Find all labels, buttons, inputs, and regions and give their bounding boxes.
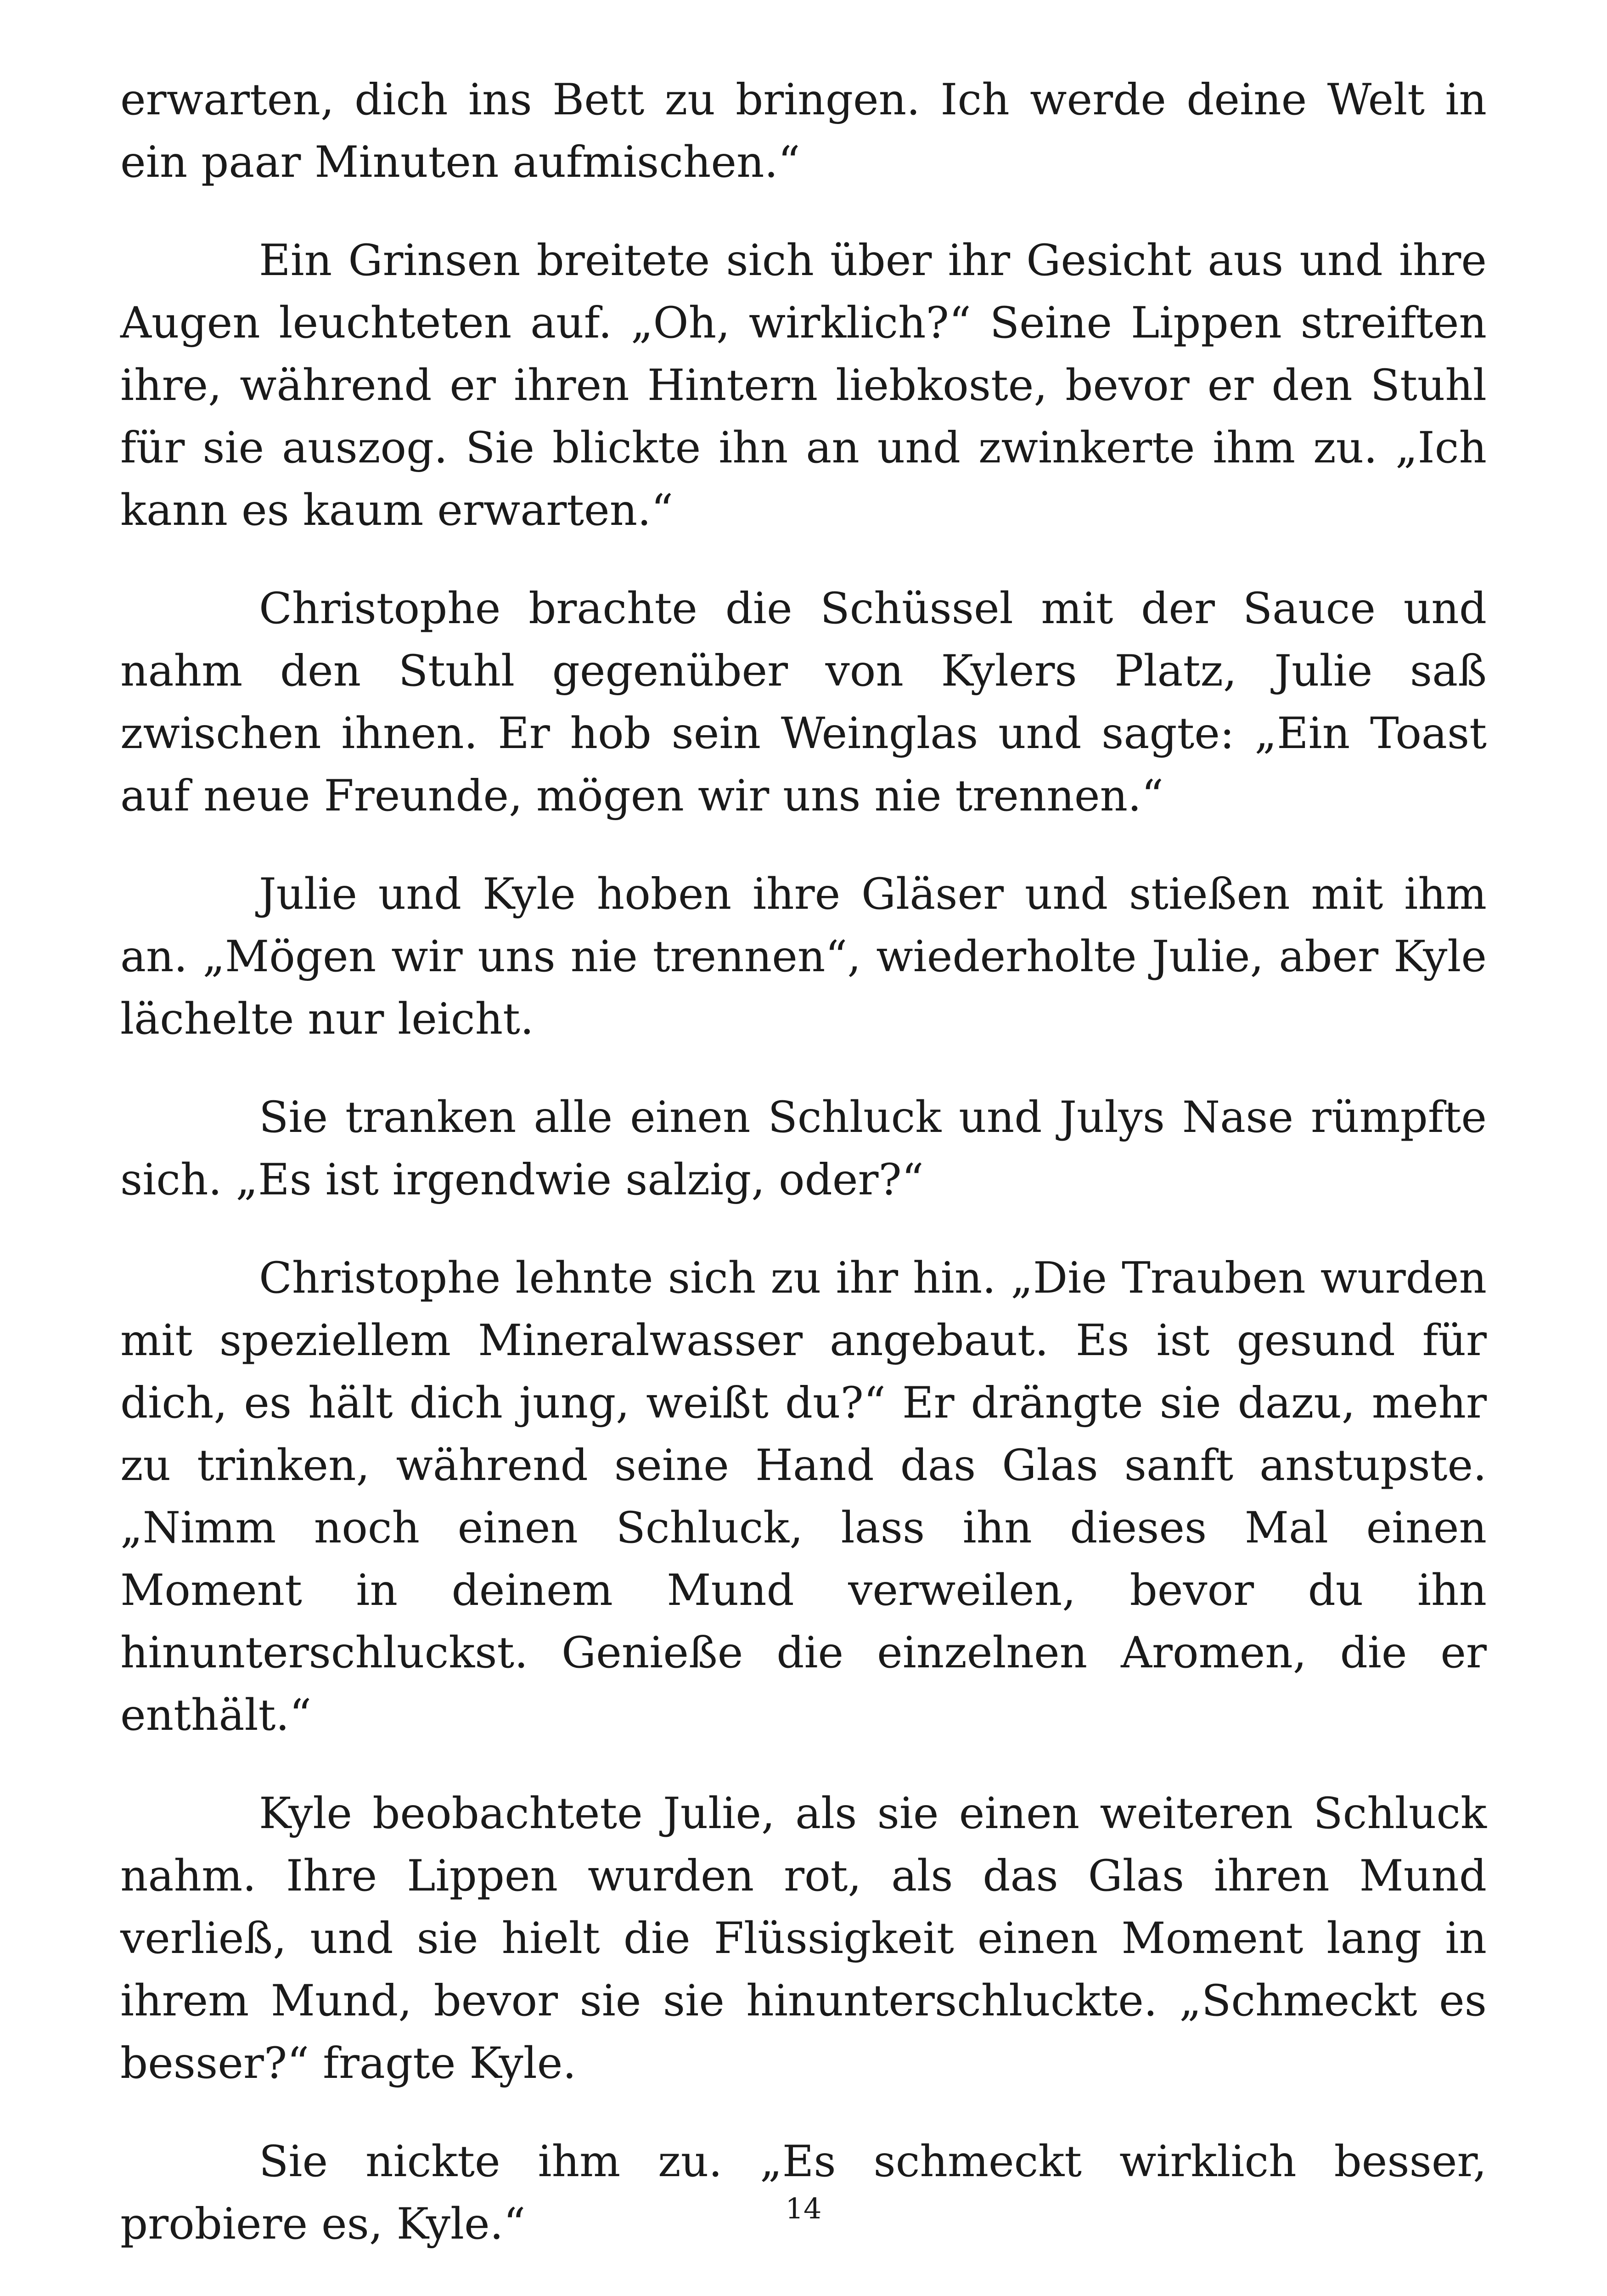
paragraph-3: Christophe brachte die Schüssel mit der Sauce und nahm den Stuhl gegenüber von Kylers Platz, Julie saß zwischen ihnen. Er hob sein Weinglas und sagte: „Ein Toast auf neue Freunde, mögen wir uns nie trennen.“ [120,584,1487,821]
paragraph-9 [120,2291,1487,2296]
paragraph-5: Sie tranken alle einen Schluck und Julys Nase rümpfte sich. „Es ist irgendwie salzig, oder?“ [120,1092,1487,1205]
paragraph-2: Ein Grinsen breitete sich über ihr Gesicht aus und ihre Augen leuchteten auf. „Oh, wirklich?“ Seine Lippen streiften ihre, während er ihren Hintern liebkoste, bevor er den Stuhl für sie auszog. Sie blickte ihn an und zwinkerte ihm zu. „Ich kann es kaum erwarten.“ [120,236,1487,535]
paragraph-7: Kyle beobachtete Julie, als sie einen weiteren Schluck nahm. Ihre Lippen wurden rot, als das Glas ihren Mund verließ, und sie hielt die Flüssigkeit einen Moment lang in ihrem Mund, bevor sie sie hinunterschluckte. „Schmeckt es besser?“ fragte Kyle. [120,1789,1487,2088]
paragraph-4: Julie und Kyle hoben ihre Gläser und stießen mit ihm an. „Mögen wir uns nie trennen“, wiederholte Julie, aber Kyle lächelte nur leicht. [120,869,1487,1044]
paragraph-1: erwarten, dich ins Bett zu bringen. Ich werde deine Welt in ein paar Minuten aufmischen.“ [120,75,1487,187]
paragraph-6: Christophe lehnte sich zu ihr hin. „Die Trauben wurden mit speziellem Mineralwasser angebaut. Es ist gesund für dich, es hält dich jung, weißt du?“ Er drängte sie dazu, mehr zu trinken, während seine Hand das Glas sanft anstupste. „Nimm noch einen Schluck, lass ihn dieses Mal einen Moment in deinem Mund verweilen, bevor du ihn hinunterschluckst. Genieße die einzelnen Aromen, die er enthält.“ [120,1253,1487,1740]
page-number: 14 [785,2192,822,2225]
paragraph-8: Sie nickte ihm zu. „Es schmeckt wirklich besser, probiere es, Kyle.“ [120,2137,1487,2249]
page-body [120,69,1487,2296]
